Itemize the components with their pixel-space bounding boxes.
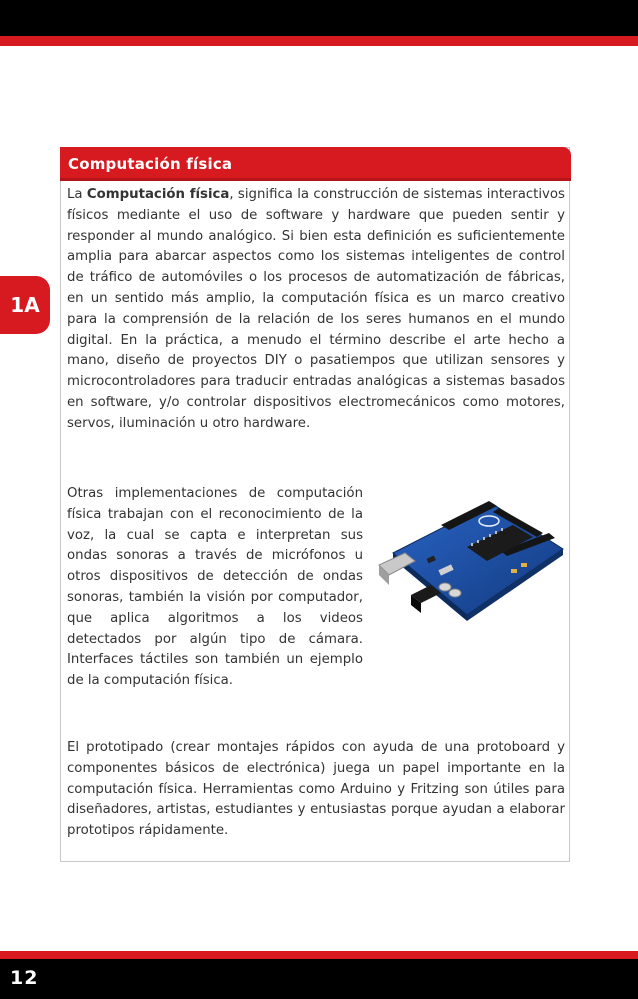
paragraph-definition [67,185,565,435]
chapter-tab [0,276,50,334]
paragraph-implementations: Otras implementaciones de computación física trabajan con el reconocimiento de la voz, la cual se capta e interpretan sus ondas sonoras a través de micrófonos u otros dispositivos de detección de ondas sonoras, también la visión por computador, que aplica algoritmos a los videos detectados por algún tipo de cámara. Interfaces táctiles son también un ejemplo de la computación física. [67,486,363,689]
chapter-tab-label: 1A [10,293,40,317]
paragraph-prototyping: El prototipado (crear montajes rápidos con ayuda de una protoboard y componentes básicos de electrónica) juega un papel importante en la computación física. Herramientas como Arduino y Fritzing son útiles para diseñadores, artistas, estudiantes y entusiastas porque ayudan a elaborar prototipos rápidamente. [67,740,565,839]
top-red-stripe [0,36,638,46]
info-box-header [60,147,571,181]
page-number: 12 [10,967,39,989]
arduino-board-image [371,491,569,644]
bottom-red-stripe [0,951,638,959]
top-black-bar [0,0,638,36]
info-box [60,147,570,862]
bottom-black-bar [0,959,638,999]
key-term: Computación física [86,187,230,202]
info-box-title: Computación física [68,155,233,173]
paragraph-definition-intro: La [67,187,87,202]
paragraph-definition-body: , significa la construcción de sistemas interactivos físicos mediante el uso de software y hardware que pueden sentir y responder al mundo analógico. Si bien esta definición es suficientemente amplia para abarcar aspectos como los sistemas inteligentes de control de tráfico de automóviles o los procesos de automatización de fábricas, en un sentido más amplio, la computación física es un marco creativo para la comprensión de la relación de los seres humanos en el mundo digital. En la práctica, a menudo el término describe el arte hecho a mano, diseño de proyectos DIY o pasatiempos que utilizan sensores y microcontroladores para traducir entradas analógicas a sistemas basados en software, y/o controlar dispositivos electromecánicos como motores, servos, iluminación u otro hardware. [67,187,565,431]
